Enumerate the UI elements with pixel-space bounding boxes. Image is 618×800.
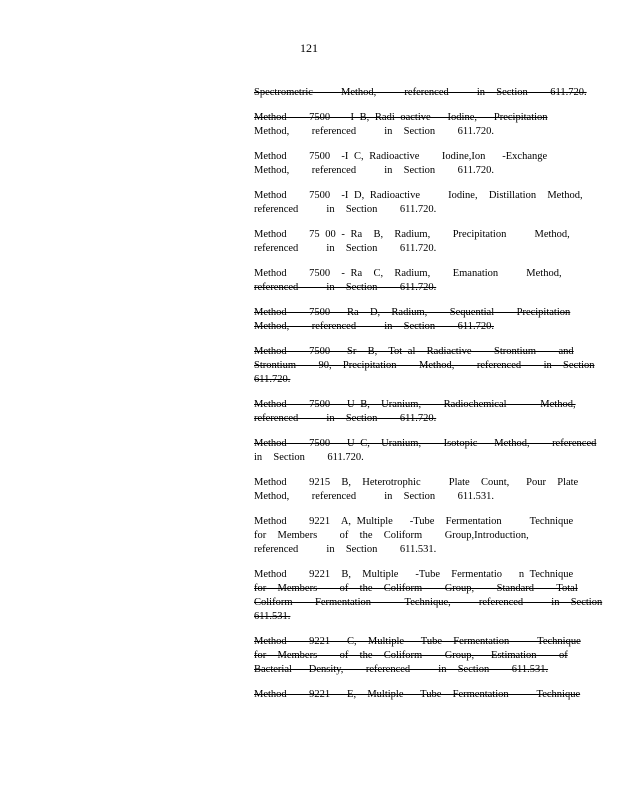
text-line: Method 75 00 - Ra B, Radium, Precipitation Method,	[254, 229, 570, 240]
reference-entry	[254, 345, 595, 387]
text-line: Method, referenced in Section 611.531.	[254, 491, 494, 502]
reference-entry	[254, 515, 574, 557]
struck-text-line: Spectrometric Method, referenced in Section 611.720.	[254, 87, 587, 98]
reference-entry	[254, 111, 548, 139]
struck-text-line: referenced in Section 611.720.	[254, 282, 437, 293]
reference-entry	[254, 437, 597, 465]
struck-text-line: Coliform Fermentation Technique, referenced in Section	[254, 597, 603, 608]
text-line: Method 7500 -I C, Radioactive Iodine,Ion -Exchange	[254, 151, 548, 162]
text-line: for Members of the Coliform Group,Introduction,	[254, 530, 529, 541]
reference-entry	[254, 267, 562, 295]
struck-text-line: Method, referenced in Section 611.720.	[254, 321, 494, 332]
reference-entry	[254, 306, 571, 334]
text-line: Method, referenced in Section 611.720.	[254, 165, 494, 176]
text-line: Method 7500 -I D, Radioactive Iodine, Distillation Method,	[254, 190, 583, 201]
struck-text-line: Strontium 90, Precipitation Method, referenced in Section	[254, 360, 595, 371]
reference-entry	[254, 398, 576, 426]
text-line: in Section 611.720.	[254, 452, 364, 463]
reference-entry	[254, 568, 603, 624]
text-line: referenced in Section 611.531.	[254, 544, 437, 555]
struck-text-line: Method 9221 E, Multiple Tube Fermentation Technique	[254, 689, 581, 700]
struck-text-line: 611.531.	[254, 611, 291, 622]
text-line: Method, referenced in Section 611.720.	[254, 126, 494, 137]
struck-text-line: for Members of the Coliform Group, Estimation of	[254, 650, 568, 661]
text-line: referenced in Section 611.720.	[254, 243, 437, 254]
text-line: Method 9221 A, Multiple -Tube Fermentation Technique	[254, 516, 574, 527]
struck-text-line: Method 7500 Ra D, Radium, Sequential Precipitation	[254, 307, 571, 318]
reference-entry	[254, 150, 548, 178]
text-line: referenced in Section 611.720.	[254, 204, 437, 215]
struck-text-line: Method 9221 C, Multiple Tube Fermentation Technique	[254, 636, 581, 647]
reference-entry	[254, 635, 581, 677]
struck-text-line: Method 7500 U C, Uranium, Isotopic Method, referenced	[254, 438, 597, 449]
reference-entry	[254, 228, 570, 256]
struck-text-line: Method 7500 Sr B, Tot al Radiactive Strontium and	[254, 346, 574, 357]
reference-entry	[254, 688, 581, 702]
reference-entry	[254, 476, 579, 504]
struck-text-line: for Members of the Coliform Group, Standard Total	[254, 583, 578, 594]
struck-text-line: Method 7500 -I B, Radi oactive Iodine, Precipitation	[254, 112, 548, 123]
struck-text-line: 611.720.	[254, 374, 291, 385]
text-line: Method 7500 - Ra C, Radium, Emanation Method,	[254, 268, 562, 279]
struck-text-line: Bacterial Density, referenced in Section 611.531.	[254, 664, 549, 675]
text-line: Method 9215 B, Heterotrophic Plate Count, Pour Plate	[254, 477, 579, 488]
text-line: Method 9221 B, Multiple -Tube Fermentatio n Technique	[254, 569, 574, 580]
struck-text-line: Method 7500 U B, Uranium, Radiochemical Method,	[254, 399, 576, 410]
struck-text-line: referenced in Section 611.720.	[254, 413, 437, 424]
reference-list	[254, 86, 603, 713]
reference-entry	[254, 189, 583, 217]
page-number: 121	[300, 41, 318, 55]
reference-entry	[254, 86, 587, 100]
